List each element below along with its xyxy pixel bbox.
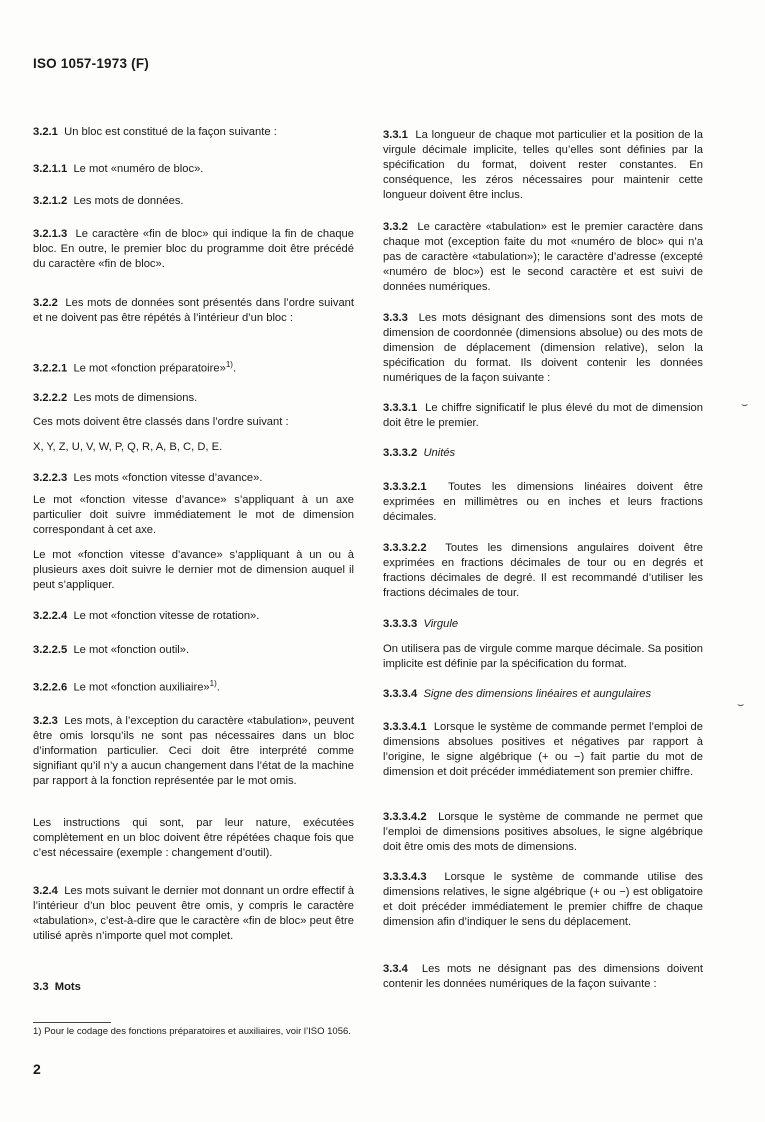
paragraph-text: Un bloc est constitué de la façon suivante :: [64, 126, 277, 138]
paragraph-text: Le caractère «tabulation» est le premier caractère dans chaque mot (exception faite du mot «numéro de bloc» qui n’a pas de caractère «tabulation»); le caractère d’adresse (excepté «numéro de bloc») est le second caractère et est suivi de données numériques.: [383, 221, 704, 293]
paragraph-text: Le mot «fonction vitesse d’avance» s’appliquant à un ou à plusieurs axes doit suivre le dernier mot de dimension auquel il peut s’appliquer.: [33, 549, 354, 591]
paragraph-text: Ces mots doivent être classés dans l’ordre suivant :: [33, 416, 289, 428]
paragraph-text: Les mots de données.: [73, 195, 184, 207]
section-number: 3.3.3.4.3: [383, 871, 427, 883]
paragraph-text: Le mot «fonction outil».: [73, 644, 190, 656]
paragraph-text: Mots: [54, 981, 81, 993]
paragraph-text: Le chiffre significatif le plus élevé du mot de dimension doit être le premier.: [383, 402, 704, 429]
paragraph: [33, 548, 354, 593]
section-3-2-1-1: [33, 162, 354, 177]
section-3-2-2-2: [33, 391, 354, 406]
section-number: 3.3.3.3: [383, 618, 418, 630]
section-number: 3.3.3.4.1: [383, 721, 427, 733]
footnote-rule: [33, 1022, 111, 1023]
paragraph-text: Les mots de données sont présentés dans l’ordre suivant et ne doivent pas être répétés à l’intérieur d’un bloc :: [33, 297, 355, 324]
section-number: 3.2.1.3: [33, 228, 68, 240]
section-3-2-1: [33, 125, 354, 140]
section-3-2-2-3: [33, 471, 354, 486]
section-number: 3.2.2.5: [33, 644, 68, 656]
margin-mark: ⌣: [737, 699, 745, 711]
section-3-2-2-1: [33, 357, 354, 377]
section-3-2-2-5: [33, 643, 354, 658]
section-number: 3.2.1.2: [33, 195, 68, 207]
section-3-3: [33, 980, 354, 995]
section-number: 3.3.4: [383, 963, 408, 975]
paragraph-tail: .: [216, 681, 220, 694]
section-3-3-3-2-1: [383, 480, 703, 525]
footnote-text: Pour le codage des fonctions préparatoires et auxiliaires, voir l’ISO 1056.: [44, 1026, 351, 1037]
paragraph: [33, 440, 354, 455]
section-number: 3.2.2.1: [33, 362, 68, 375]
paragraph-text: Les instructions qui sont, par leur nature, exécutées complètement en un bloc doivent être répétées chaque fois que c’est nécessaire (exemple : changement d’outil).: [33, 817, 354, 859]
paragraph-text: Les mots, à l’exception du caractère «tabulation», peuvent être omis lorsqu’ils ne sont pas nécessaires dans un bloc d’information particulier. Ceci doit être interprété comme signifiant qu’il n’y a aucun changement dans l’état de la machine par rapport à la fonction représentée par le mot omis.: [33, 715, 354, 787]
section-3-2-1-2: [33, 194, 354, 209]
paragraph-text: On utilisera pas de virgule comme marque décimale. Sa position implicite est définie par la spécification du format.: [383, 643, 703, 670]
section-number: 3.2.2.4: [33, 610, 68, 622]
paragraph-text: Les mots suivant le dernier mot donnant un ordre effectif à l’intérieur d’un bloc peuvent être omis, y compris le caractère «tabulation», c’est-à-dire que le caractère «fin de bloc» peut être utilisé après n’importe quel mot complet.: [33, 885, 355, 942]
section-number: 3.2.1.1: [33, 163, 68, 175]
paragraph-text: Le mot «fonction vitesse d’avance» s’appliquant à un axe particulier doit suivre immédiatement le mot de dimension correspondant à cet axe.: [33, 494, 354, 536]
paragraph: [33, 493, 354, 538]
paragraph-text: Unités: [423, 447, 456, 459]
paragraph-text: Les mots désignant des dimensions sont des mots de dimension de coordonnée (dimensions absolue) ou des mots de dimension de déplacement (dimension relative), selon la spécification du format. Ils doivent contenir les données numériques de la façon suivante :: [383, 312, 703, 384]
paragraph-text: Lorsque le système de commande utilise des dimensions relatives, le signe algébrique (+ ou −) est obligatoire et doit précéder immédiatement le premier chiffre de chaque dimension afin d’indiquer le sens du déplacement.: [383, 871, 703, 928]
section-number: 3.2.2: [33, 297, 58, 309]
section-3-2-3: [33, 714, 354, 789]
section-3-3-3-2: [383, 446, 703, 461]
section-number: 3.3.1: [383, 129, 408, 141]
paragraph-text: Les mots ne désignant pas des dimensions doivent contenir les données numériques de la façon suivante :: [383, 963, 703, 990]
section-3-2-2: [33, 296, 354, 326]
paragraph-text: Toutes les dimensions linéaires doivent être exprimées en millimètres ou en inches et leurs fractions décimales.: [383, 481, 703, 523]
footnote: [33, 1026, 351, 1038]
section-3-3-3-4-2: [383, 810, 703, 855]
section-3-3-3-4-1: [383, 720, 703, 780]
section-3-2-4: [33, 884, 354, 944]
paragraph: [33, 816, 354, 861]
footnote-marker: 1): [33, 1026, 42, 1037]
paragraph-text: Les mots de dimensions.: [73, 392, 198, 404]
section-3-3-3-4: [383, 687, 703, 702]
section-number: 3.3.3.4: [383, 688, 418, 700]
section-3-3-3-3: [383, 617, 703, 632]
paragraph-text: Le mot «fonction vitesse de rotation».: [73, 610, 260, 622]
section-number: 3.3.3.2.1: [383, 481, 427, 493]
section-number: 3.3: [33, 981, 49, 993]
paragraph: [33, 415, 354, 430]
footnote-reference: 1): [225, 360, 233, 369]
paragraph-text: Le mot «fonction préparatoire»: [73, 362, 226, 375]
paragraph-text: Les mots «fonction vitesse d’avance».: [73, 472, 263, 484]
section-3-2-2-6: [33, 676, 354, 696]
paragraph-text: Le mot «numéro de bloc».: [73, 163, 204, 175]
footnote-reference: 1): [209, 679, 217, 688]
paragraph-text: Signe des dimensions linéaires et aungulaires: [423, 688, 652, 700]
section-3-2-2-4: [33, 609, 354, 624]
paragraph: [383, 642, 703, 672]
section-3-3-4: [383, 962, 703, 992]
section-3-3-3-1: [383, 401, 703, 431]
section-number: 3.2.2.6: [33, 681, 68, 694]
section-3-3-3-4-3: [383, 870, 703, 930]
section-number: 3.2.2.3: [33, 472, 68, 484]
paragraph-text: Le mot «fonction auxiliaire»: [73, 681, 210, 694]
section-number: 3.3.3.1: [383, 402, 418, 414]
paragraph-tail: .: [232, 362, 237, 375]
section-number: 3.2.2.2: [33, 392, 68, 404]
section-number: 3.2.1: [33, 126, 58, 138]
section-number: 3.2.3: [33, 715, 58, 727]
document-header: ISO 1057-1973 (F): [33, 56, 149, 71]
paragraph-text: Toutes les dimensions angulaires doivent être exprimées en fractions décimales de tour ou en degrés et fractions décimales de degré. Il est recommandé d’utiliser les fractions décimales de tour.: [383, 542, 703, 599]
paragraph-text: X, Y, Z, U, V, W, P, Q, R, A, B, C, D, E.: [33, 441, 223, 453]
section-number: 3.3.3: [383, 312, 408, 324]
paragraph-text: Virgule: [423, 618, 459, 630]
section-3-3-2: [383, 220, 703, 295]
section-number: 3.3.2: [383, 221, 408, 233]
section-3-3-1: [383, 128, 703, 203]
paragraph-text: Lorsque le système de commande permet l’emploi de dimensions absolues positives et négatives par rapport à l’origine, le signe algébrique (+ ou −) fait partie du mot de dimension et doit précéder immédiatement son premier chiffre.: [383, 721, 703, 778]
section-number: 3.2.4: [33, 885, 58, 897]
section-3-3-3-2-2: [383, 541, 703, 601]
paragraph-text: Le caractère «fin de bloc» qui indique la fin de chaque bloc. En outre, le premier bloc du programme doit être précédé du caractère «fin de bloc».: [33, 228, 355, 270]
page-number: 2: [33, 1061, 41, 1077]
paragraph-text: La longueur de chaque mot particulier et la position de la virgule décimale implicite, telles qu’elles sont définies par la spécification du format, doivent rester constantes. En conséquence, les zéros nécessaires pour maintenir cette longueur doivent être inclus.: [383, 129, 703, 201]
paragraph-text: Lorsque le système de commande ne permet que l’emploi de dimensions positives absolues, le signe algébrique doit être omis des mots de dimensions.: [383, 811, 703, 853]
section-number: 3.3.3.2: [383, 447, 418, 459]
section-3-3-3: [383, 311, 703, 386]
section-number: 3.3.3.4.2: [383, 811, 427, 823]
section-3-2-1-3: [33, 227, 354, 272]
margin-mark: ⌣: [741, 399, 749, 411]
section-number: 3.3.3.2.2: [383, 542, 427, 554]
